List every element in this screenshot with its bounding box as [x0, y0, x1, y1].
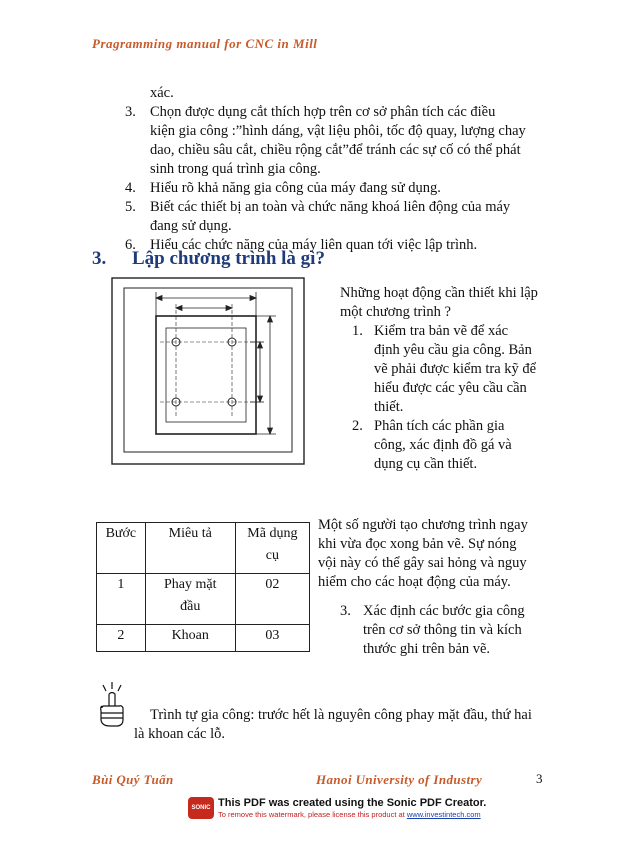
- list-item-line: đang sử dụng.: [150, 218, 232, 234]
- sonic-logo: SONIC PDF: [188, 797, 214, 819]
- page-header: Pragramming manual for CNC in Mill: [92, 36, 318, 51]
- intro-line: Những hoạt động cần thiết khi lập: [340, 285, 538, 301]
- list-item-line: công, xác định đồ gá và: [374, 437, 512, 453]
- section-title: Lập chương trình là gì?: [132, 248, 325, 269]
- watermark-link[interactable]: www.investintech.com: [406, 810, 481, 819]
- table-cell: 2: [97, 625, 146, 652]
- list-continuation: xác.: [150, 85, 174, 101]
- list-item-line: Kiểm tra bản vẽ để xác: [374, 323, 509, 339]
- table-cell: Khoan: [145, 625, 235, 652]
- list-item-line: định yêu cầu gia công. Bản: [374, 342, 532, 358]
- note-line: Trình tự gia công: trước hết là nguyên công phay mặt đầu, thứ hai: [150, 707, 532, 723]
- list-item-line: vẽ phải được kiểm tra kỹ để: [374, 361, 537, 377]
- list-item-number: 5.: [125, 199, 136, 215]
- watermark-line1: This PDF was created using the Sonic PDF Creator.: [218, 797, 487, 809]
- pointing-hand-icon: [92, 680, 132, 730]
- list-item-line: hiểu được các yêu cầu cần: [374, 380, 527, 396]
- list-item-number: 1.: [352, 323, 363, 339]
- table-header-cell: Mã dụng cụ: [235, 523, 309, 574]
- list-item-line: Xác định các bước gia công: [363, 603, 525, 619]
- table-header-row: [97, 523, 310, 574]
- list-item-line: dụng cụ cần thiết.: [374, 456, 478, 472]
- table-row: [97, 574, 310, 625]
- list-item-line: thiết.: [374, 399, 404, 415]
- part-drawing: [110, 276, 306, 466]
- para-line: vội này có thể gây sai hỏng và nguy: [318, 555, 527, 571]
- watermark-line2: To remove this watermark, please license this product at www.investintech.com: [218, 810, 481, 819]
- table-header-cell: Miêu tả: [145, 523, 235, 574]
- list-item-number: 4.: [125, 180, 136, 196]
- table-cell: 1: [97, 574, 146, 625]
- list-item-number: 6.: [125, 237, 136, 253]
- list-item-line: sinh trong quá trình gia công.: [150, 161, 321, 177]
- list-item-line: Chọn được dụng cắt thích hợp trên cơ sở phân tích các điều: [150, 104, 496, 120]
- list-item-line: trên cơ sở thông tin và kích: [363, 622, 522, 638]
- intro-line: một chương trình ?: [340, 304, 451, 320]
- list-item-line: Phân tích các phần gia: [374, 418, 505, 434]
- table-cell: Phay mặt đầu: [145, 574, 235, 625]
- table-cell: 02: [235, 574, 309, 625]
- list-item-line: Hiểu các chức năng của máy liên quan tới việc lập trình.: [150, 237, 478, 253]
- footer-school: Hanoi University of Industry: [316, 772, 483, 787]
- footer-author: Bùi Quý Tuấn: [92, 772, 174, 787]
- list-item-line: thước ghi trên bản vẽ.: [363, 641, 491, 657]
- list-item-line: kiện gia công :”hình dáng, vật liệu phôi, tốc độ quay, lượng chay: [150, 123, 526, 139]
- table-row: [97, 625, 310, 652]
- section-number: 3.: [92, 248, 107, 269]
- list-item-number: 3.: [125, 104, 136, 120]
- table-header-cell: Bước: [97, 523, 146, 574]
- steps-table: [96, 522, 310, 652]
- list-item-number: 3.: [340, 603, 351, 619]
- para-line: Một số người tạo chương trình ngay: [318, 517, 528, 533]
- page-number: 3: [536, 771, 543, 786]
- list-item-line: Biết các thiết bị an toàn và chức năng khoá liên động của máy: [150, 199, 511, 215]
- table-cell: 03: [235, 625, 309, 652]
- list-item-line: dao, chiều sâu cắt, chiều rộng cắt”để tránh các sự cố có thể phát: [150, 142, 521, 158]
- note-line: là khoan các lỗ.: [134, 726, 225, 742]
- list-item-line: Hiểu rõ khả năng gia công của máy đang sử dụng.: [150, 180, 441, 196]
- para-line: khi vừa đọc xong bản vẽ. Sự nóng: [318, 536, 517, 552]
- list-item-number: 2.: [352, 418, 363, 434]
- para-line: hiểm cho các hoạt động của máy.: [318, 574, 511, 590]
